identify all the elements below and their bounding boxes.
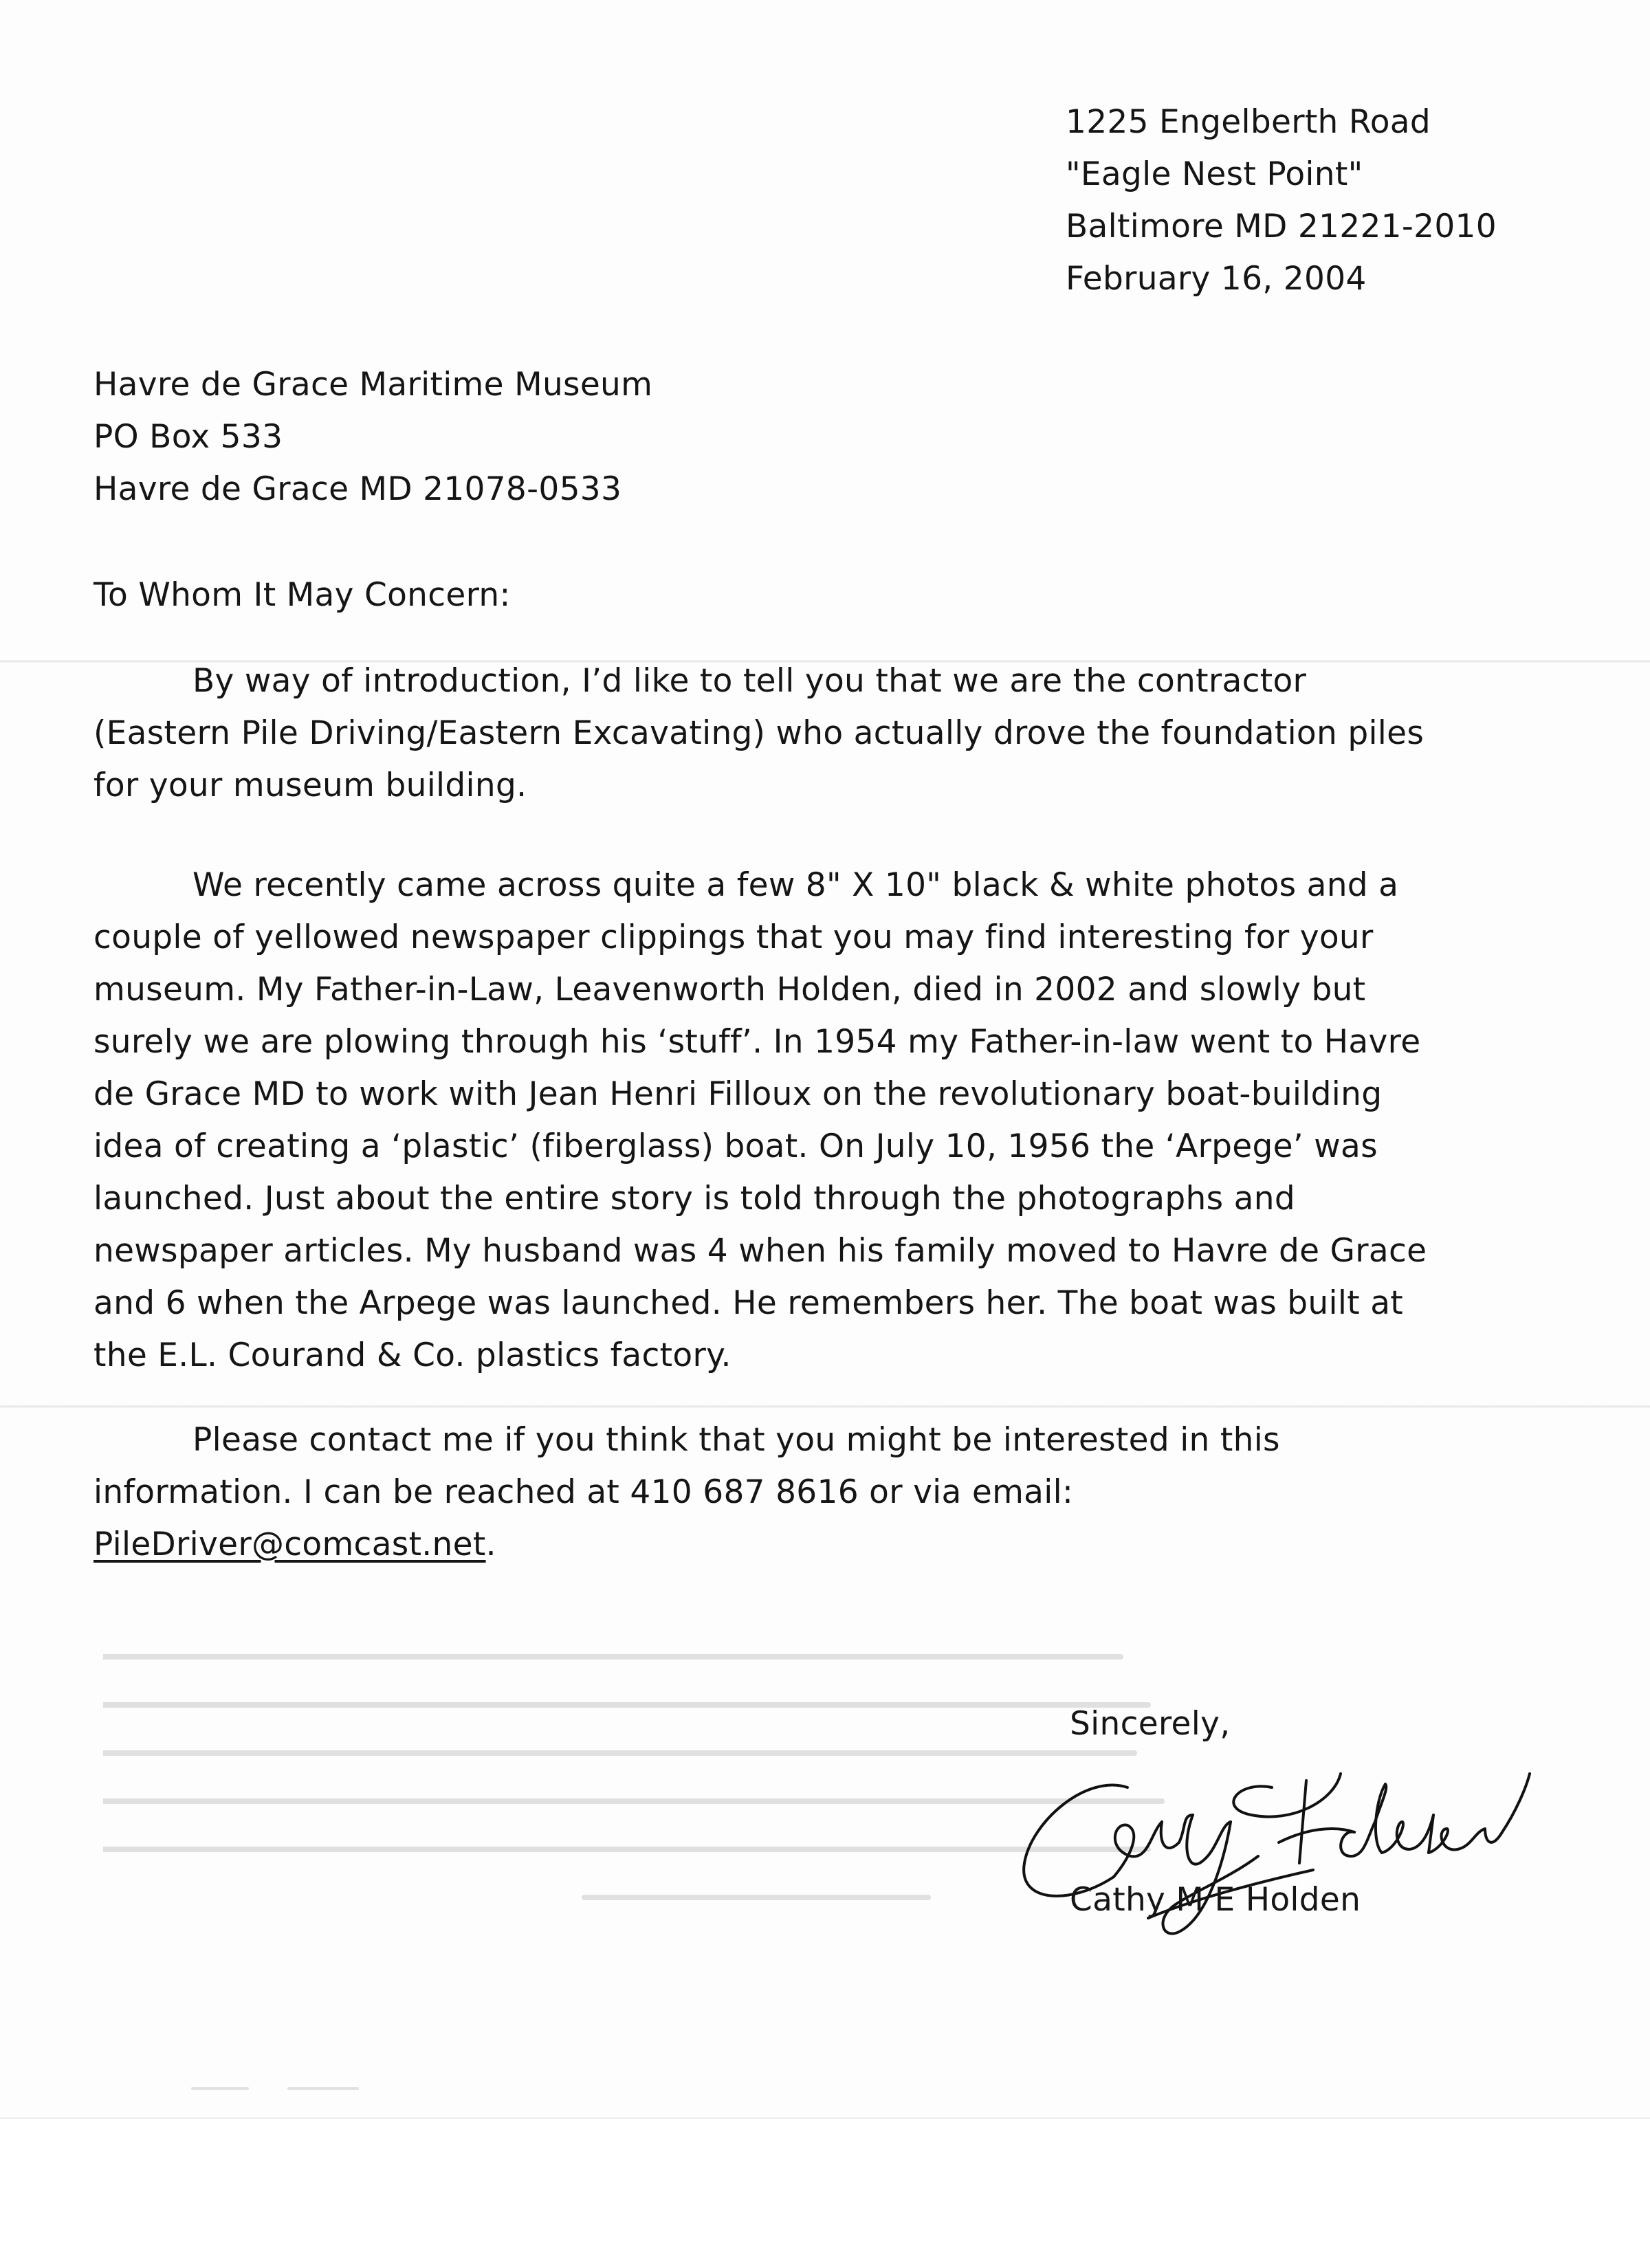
- paragraph-line: information. I can be reached at 410 687 8616 or via email:: [94, 1473, 1074, 1511]
- paragraph-line: By way of introduction, I’d like to tell you that we are the contractor: [192, 662, 1307, 700]
- return-street: 1225 Engelberth Road: [1066, 103, 1431, 141]
- paragraph-line: newspaper articles. My husband was 4 when his family moved to Havre de Grace: [94, 1232, 1427, 1270]
- recipient-po-box: PO Box 533: [94, 418, 283, 456]
- email-trailing-period: .: [485, 1526, 496, 1563]
- paragraph-line: surely we are plowing through his ‘stuff’. In 1954 my Father-in-law went to Havre: [94, 1023, 1421, 1061]
- paragraph-line: (Eastern Pile Driving/Eastern Excavating) who actually drove the foundation piles: [94, 714, 1424, 752]
- recipient-name: Havre de Grace Maritime Museum: [94, 366, 653, 404]
- recipient-address: [94, 359, 652, 516]
- return-place-name: "Eagle Nest Point": [1066, 155, 1363, 193]
- scan-bottom-margin: [0, 2117, 1650, 2268]
- paragraph-line: the E.L. Courand & Co. plastics factory.: [94, 1336, 732, 1374]
- paragraph-line: museum. My Father-in-Law, Leavenworth Holden, died in 2002 and slowly but: [94, 971, 1366, 1009]
- paper-fold-line: [0, 1405, 1650, 1408]
- sender-name: Cathy M E Holden: [1070, 1881, 1361, 1919]
- paragraph-line: Please contact me if you think that you might be interested in this: [192, 1421, 1280, 1459]
- faint-stamp-mark: [186, 2076, 364, 2100]
- paragraph-introduction: [94, 655, 1424, 812]
- paragraph-line: couple of yellowed newspaper clippings that you may find interesting for your: [94, 918, 1374, 956]
- paragraph-line: for your museum building.: [94, 767, 527, 804]
- paragraph-line: and 6 when the Arpege was launched. He remembers her. The boat was built at: [94, 1284, 1404, 1322]
- paragraph-line: launched. Just about the entire story is told through the photographs and: [94, 1180, 1295, 1218]
- paragraph-line: de Grace MD to work with Jean Henri Filloux on the revolutionary boat-building: [94, 1075, 1383, 1113]
- paragraph-contact: [94, 1414, 1280, 1571]
- paragraph-line: idea of creating a ‘plastic’ (fiberglass) boat. On July 10, 1956 the ‘Arpege’ was: [94, 1127, 1378, 1165]
- recipient-city-state-zip: Havre de Grace MD 21078-0533: [94, 470, 622, 508]
- closing: Sincerely,: [1070, 1705, 1231, 1743]
- email-link[interactable]: PileDriver@comcast.net: [94, 1526, 486, 1563]
- paragraph-line: We recently came across quite a few 8" X 10" black & white photos and a: [192, 866, 1399, 904]
- paragraph-photos: [94, 859, 1427, 1382]
- salutation: To Whom It May Concern:: [94, 576, 511, 614]
- email-line: [94, 1519, 1280, 1571]
- return-address: [1066, 96, 1497, 305]
- return-city-state-zip: Baltimore MD 21221-2010: [1066, 208, 1497, 245]
- letter-date: February 16, 2004: [1066, 260, 1367, 298]
